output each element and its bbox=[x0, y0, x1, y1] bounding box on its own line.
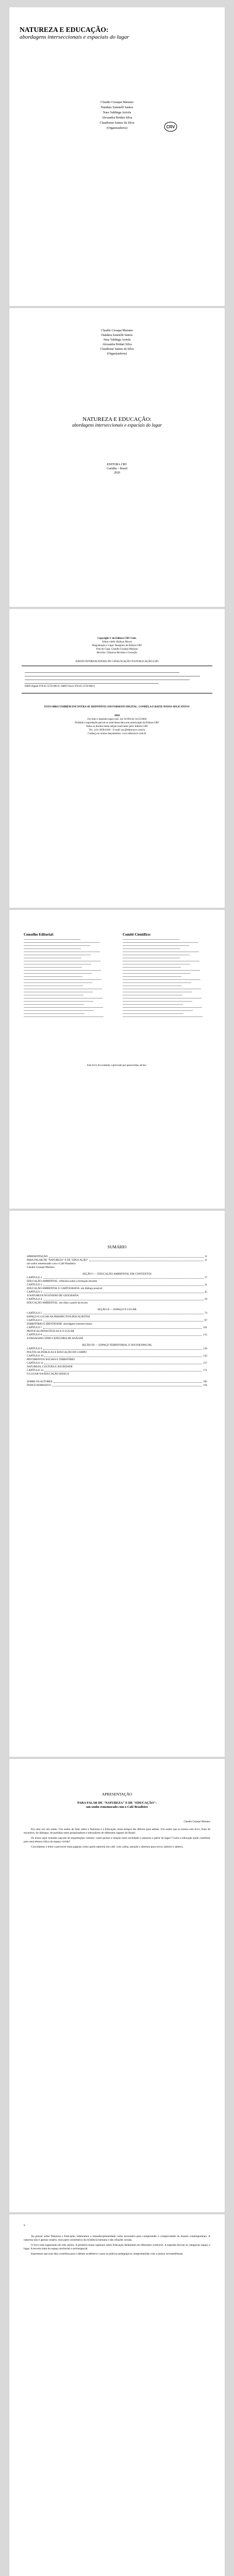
reproduction-note: Proibida a reprodução parcial ou total desta obra sem autorização da Editora CRV bbox=[75, 722, 159, 724]
council-line bbox=[123, 973, 191, 974]
toc-entry-page: 73 bbox=[204, 1312, 207, 1315]
toc-entry-title: ÍNDICE REMISSIVO bbox=[27, 1384, 51, 1387]
toc-entry[interactable] bbox=[27, 1287, 207, 1291]
credit-line-3: Foto de Capa: Claudio Cezaqui Mariano bbox=[96, 648, 138, 651]
council-line bbox=[123, 1016, 203, 1017]
presentation-page bbox=[9, 1759, 225, 2212]
toc-entry-title: CAPÍTULO 2 bbox=[27, 1283, 42, 1286]
toc-entry-page: 17 bbox=[204, 1276, 207, 1279]
presentation-paragraph-2: Os textos aqui reunidos nascem de inquietações comuns: como pensar a relação entre sociedade e natureza a partir do lugar? Como a educação pode contribuir para uma leitura crítica do espaço vivido? bbox=[24, 1836, 210, 1844]
toc-entry-title: CAPÍTULO 6 bbox=[27, 1319, 42, 1322]
credits-page bbox=[9, 609, 225, 908]
toc-entry-title: POLÍTICAS PÚBLICAS E EDUCAÇÃO DO CAMPO bbox=[27, 1351, 87, 1354]
toc-leader bbox=[49, 1257, 204, 1258]
cover-title: NATUREZA E EDUCAÇÃO: bbox=[20, 26, 109, 33]
cip-title: DADOS INTERNACIONAIS DE CATALOGAÇÃO NA PUBLICAÇÃO (CIP) bbox=[75, 660, 159, 663]
toc-entry-title: EDUCAÇÃO AMBIENTAL E CARTOGRAFIA: um diálogo possível bbox=[27, 1287, 103, 1290]
toc-entry-title: EDUCAÇÃO AMBIENTAL: um olhar a partir da escola bbox=[27, 1301, 88, 1304]
toc-entry-title: CAPÍTULO 4 bbox=[27, 1298, 42, 1301]
toc-entry[interactable] bbox=[27, 1365, 207, 1369]
presentation-author: Claudio Cezaqui Mariano bbox=[183, 1821, 210, 1823]
author-2: Dandara Zanetelli Santos bbox=[101, 334, 133, 337]
title-page-authors bbox=[9, 329, 225, 357]
title-page-city: Curitiba – Brasil bbox=[107, 467, 127, 470]
presentation-paragraph-3: Convidamos o leitor a percorrer estas páginas como quem saboreia um café: com calma, atenção e abertura para novos sabores e saberes. bbox=[31, 1845, 183, 1849]
author-3: Nara Valdinga Arriola bbox=[103, 338, 131, 342]
toc-entry[interactable] bbox=[27, 1337, 207, 1341]
credit-line-4: Revisão: Clássicos Revisão e Correção bbox=[96, 652, 138, 654]
toc-entry-page: 143 bbox=[203, 1354, 207, 1358]
title-page-year: 2020 bbox=[114, 471, 120, 474]
presentation-paragraph-1: Era uma vez um sonho. Um sonho de falar sobre a Natureza e a Educação, nesta tempos tão difíceis para ambas. Um sonho que se tornou este livro, fruto de encontros, de diálogos, de partilhas entre pesquisadores e educadores de diferentes lugares do Brasil. bbox=[24, 1828, 210, 1835]
toc-entry-title: PARA FALAR DE "NATUREZA" E DE "EDUCAÇÃO" bbox=[27, 1259, 89, 1262]
council-line bbox=[24, 1007, 103, 1008]
council-line bbox=[123, 970, 200, 971]
toc-entry[interactable] bbox=[27, 1358, 207, 1362]
council-line bbox=[24, 1016, 104, 1017]
toc-entry-title: A NATUREZA NO ENSINO DE GEOGRAFIA bbox=[27, 1294, 79, 1297]
toc-entry-page: 87 bbox=[204, 1319, 207, 1322]
publisher-address: Todos os direitos desta edição reservados pela: Editora CRV bbox=[86, 725, 148, 728]
toc-list bbox=[27, 1255, 207, 1387]
council-line bbox=[123, 1013, 183, 1014]
toc-entry-title: CAPÍTULO 7 bbox=[27, 1326, 42, 1329]
presentation-title: PARA FALAR DE "NATUREZA" E DE "EDUCAÇÃO": um sonho rememorado com o Café Brasileiro bbox=[77, 1801, 157, 1809]
publisher-site: Conheça os nossos lançamentos: www.editoracrv.com.br bbox=[88, 733, 146, 735]
toc-page bbox=[9, 1211, 225, 1757]
toc-entry-page: 11 bbox=[205, 1255, 207, 1258]
toc-entry[interactable] bbox=[27, 1354, 207, 1358]
toc-entry[interactable] bbox=[27, 1266, 207, 1269]
law-note: ESTA OBRA TAMBÉM ENCONTRA-SE DISPONÍVEL EM FORMATO DIGITAL. CONHEÇA E BAIXE NOSSO APLICATIVO! bbox=[44, 706, 190, 708]
toc-leader bbox=[43, 1278, 204, 1279]
toc-title: SUMÁRIO bbox=[107, 1245, 127, 1249]
cover-subtitle: abordagens interseccionais e espaciais do lugar bbox=[20, 34, 129, 40]
toc-leader bbox=[43, 1335, 203, 1336]
toc-section-heading: SEÇÃO III — ESPAÇO TERRITORIAL E SOCIOESPACIAL bbox=[81, 1344, 153, 1347]
toc-entry[interactable] bbox=[27, 1301, 207, 1305]
presentation-heading: APRESENTAÇÃO bbox=[102, 1792, 132, 1797]
toc-gap bbox=[27, 1376, 207, 1380]
toc-entry[interactable] bbox=[27, 1319, 207, 1323]
toc-entry-title: TERRITÓRIO E IDENTIDADE: abordagens interseccionais bbox=[27, 1323, 92, 1326]
cip-isbn: ISBN Digital 978-65-5578-000-0 | ISBN Físico 978-65-5578-000-0 bbox=[25, 685, 95, 688]
council-page bbox=[9, 910, 225, 1209]
toc-entry-title: CAPÍTULO 9 bbox=[27, 1347, 42, 1350]
scientific-committee-list bbox=[123, 939, 210, 1017]
cover-author-6: (Organizadores) bbox=[106, 126, 128, 130]
toc-entry[interactable] bbox=[27, 1298, 207, 1301]
cover-author-3: Nara Valdinga Arriola bbox=[103, 111, 131, 114]
council-line bbox=[123, 1007, 202, 1008]
toc-entry[interactable] bbox=[27, 1369, 207, 1372]
council-line bbox=[123, 939, 179, 940]
council-line bbox=[123, 982, 191, 983]
council-line bbox=[123, 1010, 193, 1011]
council-line bbox=[24, 1001, 93, 1002]
council-line bbox=[24, 942, 99, 943]
cip-box bbox=[22, 666, 212, 693]
cover-author-4: Alexandra Bridart Silva bbox=[102, 116, 132, 120]
scientific-committee-title: Comitê Científico: bbox=[123, 933, 152, 937]
toc-entry-page: 129 bbox=[203, 1347, 207, 1350]
toc-entry[interactable] bbox=[27, 1276, 207, 1280]
toc-entry-title: O LUGAR NA EDUCAÇÃO BÁSICA bbox=[27, 1372, 69, 1376]
cover-author-1: Claudio Cezaqui Mariano bbox=[101, 100, 133, 104]
toc-section-heading: SEÇÃO I — EDUCAÇÃO AMBIENTAL EM CONTEXTOS bbox=[82, 1273, 152, 1276]
cover-author-5: Claudionar Santos da Silva bbox=[99, 121, 135, 125]
credit-line-2: Diagramação e Capa: Designers da Editora CRV bbox=[92, 645, 142, 647]
toc-entry-page: 185 bbox=[203, 1380, 207, 1383]
toc-entry-page: 11 bbox=[205, 1259, 207, 1262]
toc-entry-page: 59 bbox=[204, 1298, 207, 1301]
publisher-year: 2020 bbox=[114, 715, 120, 717]
cover-authors bbox=[9, 100, 225, 131]
toc-entry-title: CAPÍTULO 5 bbox=[27, 1312, 42, 1315]
toc-entry[interactable] bbox=[27, 1372, 207, 1376]
toc-entry-title: EDUCAÇÃO AMBIENTAL: reflexões sobre a formação docente bbox=[27, 1280, 97, 1283]
credit-line-1: Editor-chefe: Railson Moura bbox=[102, 641, 132, 643]
body-paragraph-1: Ao pensar sobre Natureza e Educação, lembramos a transdisciplinaridade como necessária para compreender a complexidade do mundo contemporâneo. A natureza não é apenas cenário, mas parte constitutiva da existência humana e das relações sociais. bbox=[24, 2235, 210, 2242]
council-line bbox=[123, 1001, 192, 1002]
toc-entry-page: 171 bbox=[203, 1369, 207, 1372]
toc-entry[interactable] bbox=[27, 1255, 207, 1259]
toc-entry[interactable] bbox=[27, 1380, 207, 1384]
toc-leader bbox=[54, 1382, 203, 1383]
toc-section-heading: SEÇÃO II — ESPAÇO E LUGAR bbox=[97, 1308, 137, 1311]
toc-entry-title: SOBRE OS AUTORES bbox=[27, 1380, 53, 1383]
toc-entry[interactable] bbox=[27, 1262, 207, 1266]
toc-leader bbox=[43, 1285, 204, 1286]
toc-entry-title: NATUREZA, CULTURA E SOCIEDADE bbox=[27, 1365, 73, 1368]
editorial-council-list bbox=[24, 939, 111, 1017]
council-line bbox=[123, 1004, 183, 1005]
council-line bbox=[123, 942, 198, 943]
title-page-title: NATUREZA E EDUCAÇÃO: bbox=[82, 416, 152, 422]
council-line bbox=[123, 967, 181, 968]
council-line bbox=[24, 976, 82, 977]
legal-deposit: Foi feito o depósito legal conf. Lei 10.994 de 14/12/2004 bbox=[87, 718, 147, 721]
toc-entry-page: 101 bbox=[203, 1326, 207, 1329]
toc-entry-title: CAPÍTULO 12 bbox=[27, 1369, 44, 1372]
toc-entry[interactable] bbox=[27, 1326, 207, 1330]
toc-entry[interactable] bbox=[27, 1323, 207, 1326]
author-6: (Organizadores) bbox=[107, 352, 127, 355]
publisher-tel: Tel.: (41) 3039-6418 – E-mail: sac@editoracrv.com.br bbox=[89, 729, 145, 732]
toc-entry[interactable] bbox=[27, 1333, 207, 1337]
council-line bbox=[24, 982, 92, 983]
body-paragraph-3: Esperamos que esta obra contribua para o debate acadêmico e para as práticas pedagógicas comprometidas com a justiça socioambiental. bbox=[31, 2252, 183, 2256]
council-line bbox=[123, 979, 200, 980]
title-page-publisher: EDITORA CRV bbox=[107, 463, 127, 466]
cover-author-2: Dandara Zanetelli Santos bbox=[101, 106, 133, 109]
toc-entry-title: ESPAÇO E LUGAR NA PERSPECTIVA DOS SUJEITOS bbox=[27, 1315, 90, 1318]
toc-entry-page: 31 bbox=[204, 1283, 207, 1286]
toc-entry-title: CAPÍTULO 1 bbox=[27, 1276, 42, 1279]
author-4: Alexandra Bridart Silva bbox=[102, 343, 132, 346]
toc-entry-page: 157 bbox=[203, 1362, 207, 1365]
toc-entry[interactable] bbox=[27, 1312, 207, 1315]
toc-entry-title: APRESENTAÇÃO bbox=[27, 1255, 48, 1258]
toc-entry-page: 115 bbox=[203, 1333, 207, 1336]
toc-entry-title: um sonho rememorado com o Café Brasileiro bbox=[27, 1262, 76, 1265]
council-line bbox=[24, 1013, 85, 1014]
toc-leader bbox=[43, 1328, 203, 1329]
toc-entry[interactable] bbox=[27, 1351, 207, 1354]
title-page bbox=[9, 308, 225, 607]
author-1: Claudio Cezaqui Mariano bbox=[101, 329, 133, 332]
council-line bbox=[24, 1004, 84, 1005]
toc-entry[interactable] bbox=[27, 1347, 207, 1351]
council-line bbox=[24, 970, 101, 971]
title-page-subtitle: abordagens interseccionais e espaciais do lugar bbox=[72, 422, 162, 428]
text-page bbox=[9, 2214, 225, 2576]
toc-entry[interactable] bbox=[27, 1283, 207, 1287]
toc-entry[interactable] bbox=[27, 1291, 207, 1294]
toc-entry-title: CAPÍTULO 10 bbox=[27, 1354, 44, 1358]
council-line bbox=[24, 973, 92, 974]
svg-text:CRV: CRV bbox=[166, 125, 175, 129]
toc-entry-title: CAPÍTULO 8 bbox=[27, 1333, 42, 1336]
peer-review-note: Este livro foi avaliado e aprovado por pareceristas ad hoc. bbox=[87, 1064, 147, 1067]
editorial-council-title: Conselho Editorial: bbox=[24, 933, 54, 937]
copyright: Copyright © da Editora CRV Ltda. bbox=[97, 637, 137, 640]
toc-entry-page: 45 bbox=[204, 1291, 207, 1294]
council-line bbox=[24, 967, 82, 968]
toc-entry[interactable] bbox=[27, 1330, 207, 1333]
council-line bbox=[24, 948, 81, 949]
toc-entry[interactable] bbox=[27, 1259, 207, 1262]
toc-entry-title: PRÁTICAS PEDAGÓGICAS E O LUGAR bbox=[27, 1330, 74, 1333]
toc-entry[interactable] bbox=[27, 1315, 207, 1319]
toc-entry-title: A PAISAGEM COMO CATEGORIA DE ANÁLISE bbox=[27, 1337, 83, 1340]
cover-page bbox=[9, 7, 225, 306]
council-line bbox=[24, 979, 102, 980]
toc-entry[interactable] bbox=[27, 1362, 207, 1365]
toc-leader bbox=[43, 1349, 203, 1350]
council-line bbox=[24, 939, 80, 940]
toc-entry[interactable] bbox=[27, 1384, 207, 1387]
author-5: Claudionar Santos da Silva bbox=[100, 348, 134, 351]
toc-entry[interactable] bbox=[27, 1280, 207, 1283]
toc-entry-title: CAPÍTULO 3 bbox=[27, 1291, 42, 1294]
council-line bbox=[123, 976, 181, 977]
toc-entry-title: MOVIMENTOS SOCIAIS E TERRITÓRIO bbox=[27, 1358, 75, 1361]
publisher-logo-icon bbox=[164, 122, 177, 132]
body-paragraph-2: O livro está organizado em três seções. A primeira reúne capítulos sobre Educação Ambiental em diferentes contextos. A segunda discute as categorias espaço e lugar. A terceira trata do espaço territorial e socioespacial. bbox=[24, 2243, 210, 2251]
toc-entry-page: 191 bbox=[203, 1384, 207, 1387]
council-line bbox=[24, 1010, 94, 1011]
council-line bbox=[123, 948, 180, 949]
toc-entry-title: Claudio Cezaqui Mariano bbox=[27, 1266, 55, 1269]
toc-entry[interactable] bbox=[27, 1294, 207, 1298]
council-line bbox=[123, 945, 189, 946]
page-number: 9 bbox=[24, 2225, 25, 2227]
toc-entry-title: CAPÍTULO 11 bbox=[27, 1362, 43, 1365]
council-line bbox=[24, 945, 90, 946]
